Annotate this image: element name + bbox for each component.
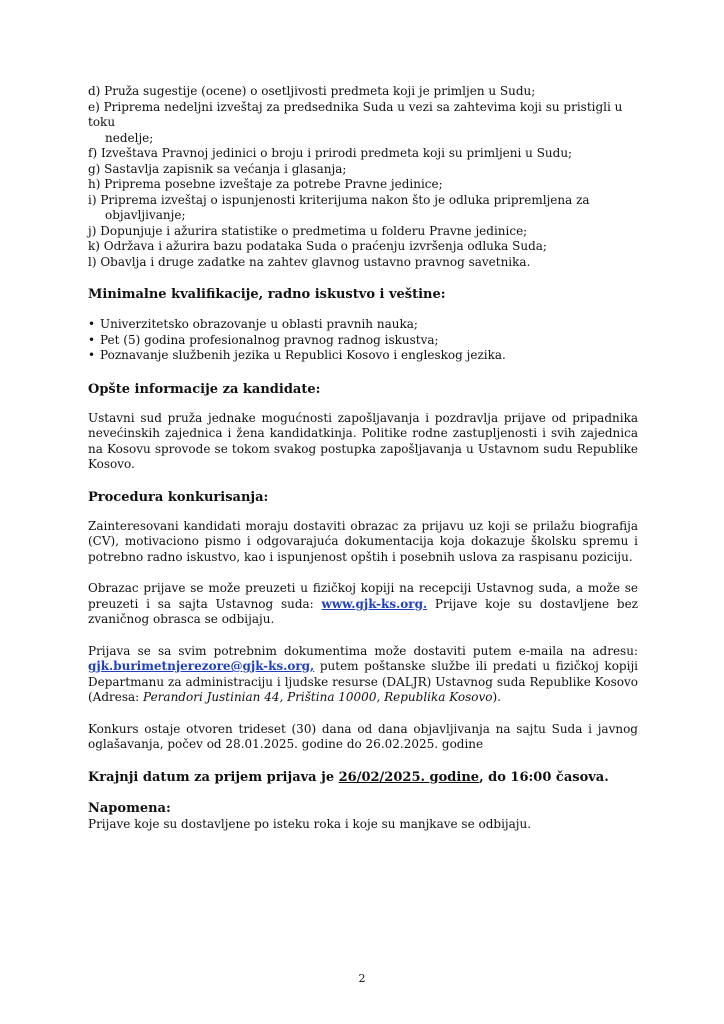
- procedure-paragraph-4: Konkurs ostaje otvoren trideset (30) dana od dana objavljivanja na sajtu Suda i javnog oglašavanja, počev od 28.01.2025. godine do 26.02.2025. godine: [88, 721, 638, 751]
- deadline-text-a: Krajnji datum za prijem prijava je: [88, 769, 339, 785]
- note-heading: Napomena:: [88, 800, 171, 816]
- deadline-date: 26/02/2025. godine: [338, 769, 480, 785]
- task-item-i-continuation: objavljivanje;: [105, 208, 186, 222]
- qualifications-heading: Minimalne kvalifikacije, radno iskustvo i veštine:: [88, 287, 446, 302]
- general-info-text: Ustavni sud pruža jednake mogućnosti zapošljavanja i pozdravlja prijave od pripadnika nevećinskih zajednica i žena kandidatkinja. Politike rodne zastupljenosti i svih zajednica na Kosovu sprovode se tokom svakog postupka zapošljavanja u Ustavnom sudu Republike Kosovo.: [88, 410, 638, 471]
- tasks-list: [88, 84, 638, 270]
- procedure-p3-text-a: Prijava se sa svim potrebnim dokumentima može dostaviti putem e-maila na adresu:: [88, 643, 638, 658]
- procedure-p2-text-a: Obrazac prijave se može preuzeti u fizičkoj kopiji na recepciji Ustavnog suda, a može se preuzeti i sa sajta Ustavnog suda:: [88, 581, 638, 611]
- deadline-text-b: , do 16:00 časova.: [479, 769, 609, 785]
- task-item-e-continuation: nedelje;: [105, 130, 154, 145]
- procedure-heading: Procedura konkurisanja:: [88, 489, 269, 505]
- task-item-d: d) Pruža sugestije (ocene) o osetljivosti predmeta koji je primljen u Sudu;: [88, 84, 536, 98]
- qualification-item: • Pet (5) godina profesionalnog pravnog radnog iskustva;: [88, 333, 638, 349]
- task-item-e: e) Priprema nedeljni izveštaj za predsednika Suda u vezi sa zahtevima koji su pristigli u toku: [88, 99, 623, 129]
- note-text: Prijave koje su dostavljene po isteku roka i koje su manjkave se odbijaju.: [88, 816, 532, 831]
- task-item-g: g) Sastavlja zapisnik sa većanja i glasanja;: [88, 161, 347, 176]
- deadline-statement: [88, 769, 638, 786]
- procedure-p3-text-b: putem poštanske službe ili predati u fizičkoj kopiji Departmanu za administraciju i ljudske resurse (DALJR) Ustavnog suda Republike Kosovo (Adresa:: [88, 659, 638, 704]
- website-link[interactable]: www.gjk-ks.org.: [321, 596, 428, 611]
- task-item-k: k) Održava i ažurira bazu podataka Suda o praćenju izvršenja odluka Suda;: [88, 239, 547, 253]
- qualification-item: • Univerzitetsko obrazovanje u oblasti pravnih nauka;: [88, 317, 638, 333]
- procedure-p3-text-c: ).: [492, 690, 501, 704]
- procedure-paragraph-3: [88, 644, 638, 706]
- procedure-paragraph-1: Zainteresovani kandidati moraju dostaviti obrazac za prijavu uz koji se prilažu biografija (CV), motivaciono pismo i odgovarajuća dokumentacija koja dokazuje školsku spremu i potrebno radno iskustvo, kao i ispunjenost opštih i posebnih uslova za raspisanu poziciju.: [88, 518, 638, 564]
- procedure-paragraph-2: [88, 581, 638, 628]
- qualification-item: • Poznavanje službenih jezika u Republici Kosovo i engleskog jezika.: [88, 348, 638, 364]
- email-link[interactable]: gjk.burimetnjerezore@gjk-ks.org,: [88, 659, 315, 673]
- task-item-i: i) Priprema izveštaj o ispunjenosti kriterijuma nakon što je odluka pripremljena za: [88, 192, 590, 207]
- qualifications-list: [88, 317, 638, 364]
- general-info-heading: Opšte informacije za kandidate:: [88, 381, 321, 397]
- page-number: 2: [358, 972, 366, 985]
- task-item-f: f) Izveštava Pravnoj jedinici o broju i prirodi predmeta koji su primljeni u Sudu;: [88, 146, 573, 160]
- page-content: [88, 84, 638, 832]
- task-item-l: l) Obavlja i druge zadatke na zahtev glavnog ustavno pravnog savetnika.: [88, 254, 531, 269]
- address-text: Perandori Justinian 44, Priština 10000, Republika Kosovo: [143, 690, 493, 704]
- task-item-h: h) Priprema posebne izveštaje za potrebe Pravne jedinice;: [88, 177, 443, 191]
- procedure-p2-text-b: Prijave koje su dostavljene bez zvaničnog obrasca se odbijaju.: [88, 596, 638, 626]
- task-item-j: j) Dopunjuje i ažurira statistike o predmetima u folderu Pravne jedinice;: [88, 223, 528, 238]
